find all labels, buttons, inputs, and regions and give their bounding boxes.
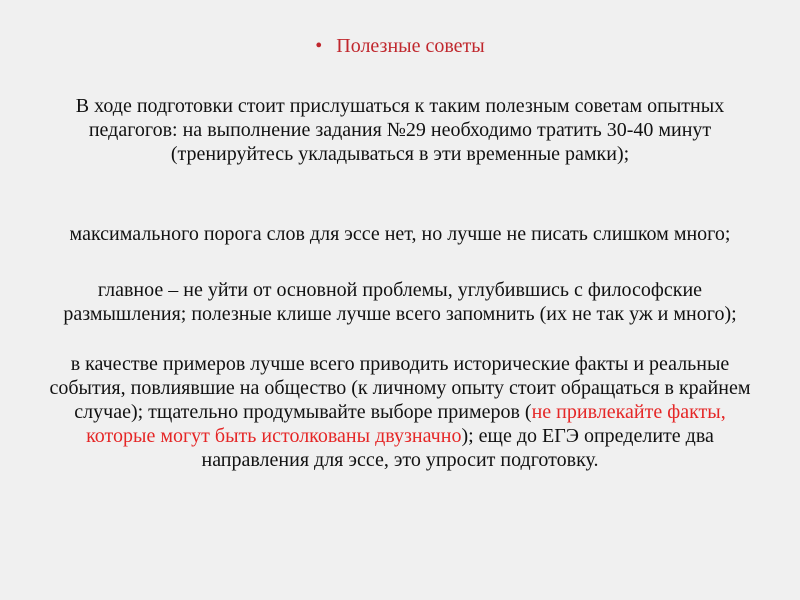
slide-title: Полезные советы — [336, 35, 485, 57]
slide-title-row — [0, 34, 800, 58]
bullet-icon: • — [315, 35, 323, 57]
paragraph-examples-start: в качестве примеров лучше всего приводить исторические факты и реальные события, повлиявшие на общество (к личному опыту стоит обращаться в крайнем случае); тщательно продумывайте выборе примеров ( — [49, 353, 751, 423]
paragraph-timing: В ходе подготовки стоит прислушаться к таким полезным советам опытных педагогов: на выполнение задания №29 необходимо тратить 30-40 минут (тренируйтесь укладываться в эти временные рамки); — [75, 95, 725, 165]
paragraph-examples — [40, 352, 760, 472]
paragraph-main-problem: главное – не уйти от основной проблемы, углубившись с философские размышления; полезные клише лучше всего запомнить (их не так уж и много); — [63, 279, 737, 325]
paragraph-examples-end: ); еще до ЕГЭ определите два направления для эссе, это упросит подготовку. — [201, 425, 714, 471]
paragraph-examples-highlight: не привлекайте факты, которые могут быть истолкованы двузначно — [86, 401, 726, 447]
paragraph-word-limit: максимального порога слов для эссе нет, но лучше не писать слишком много; — [69, 223, 731, 245]
